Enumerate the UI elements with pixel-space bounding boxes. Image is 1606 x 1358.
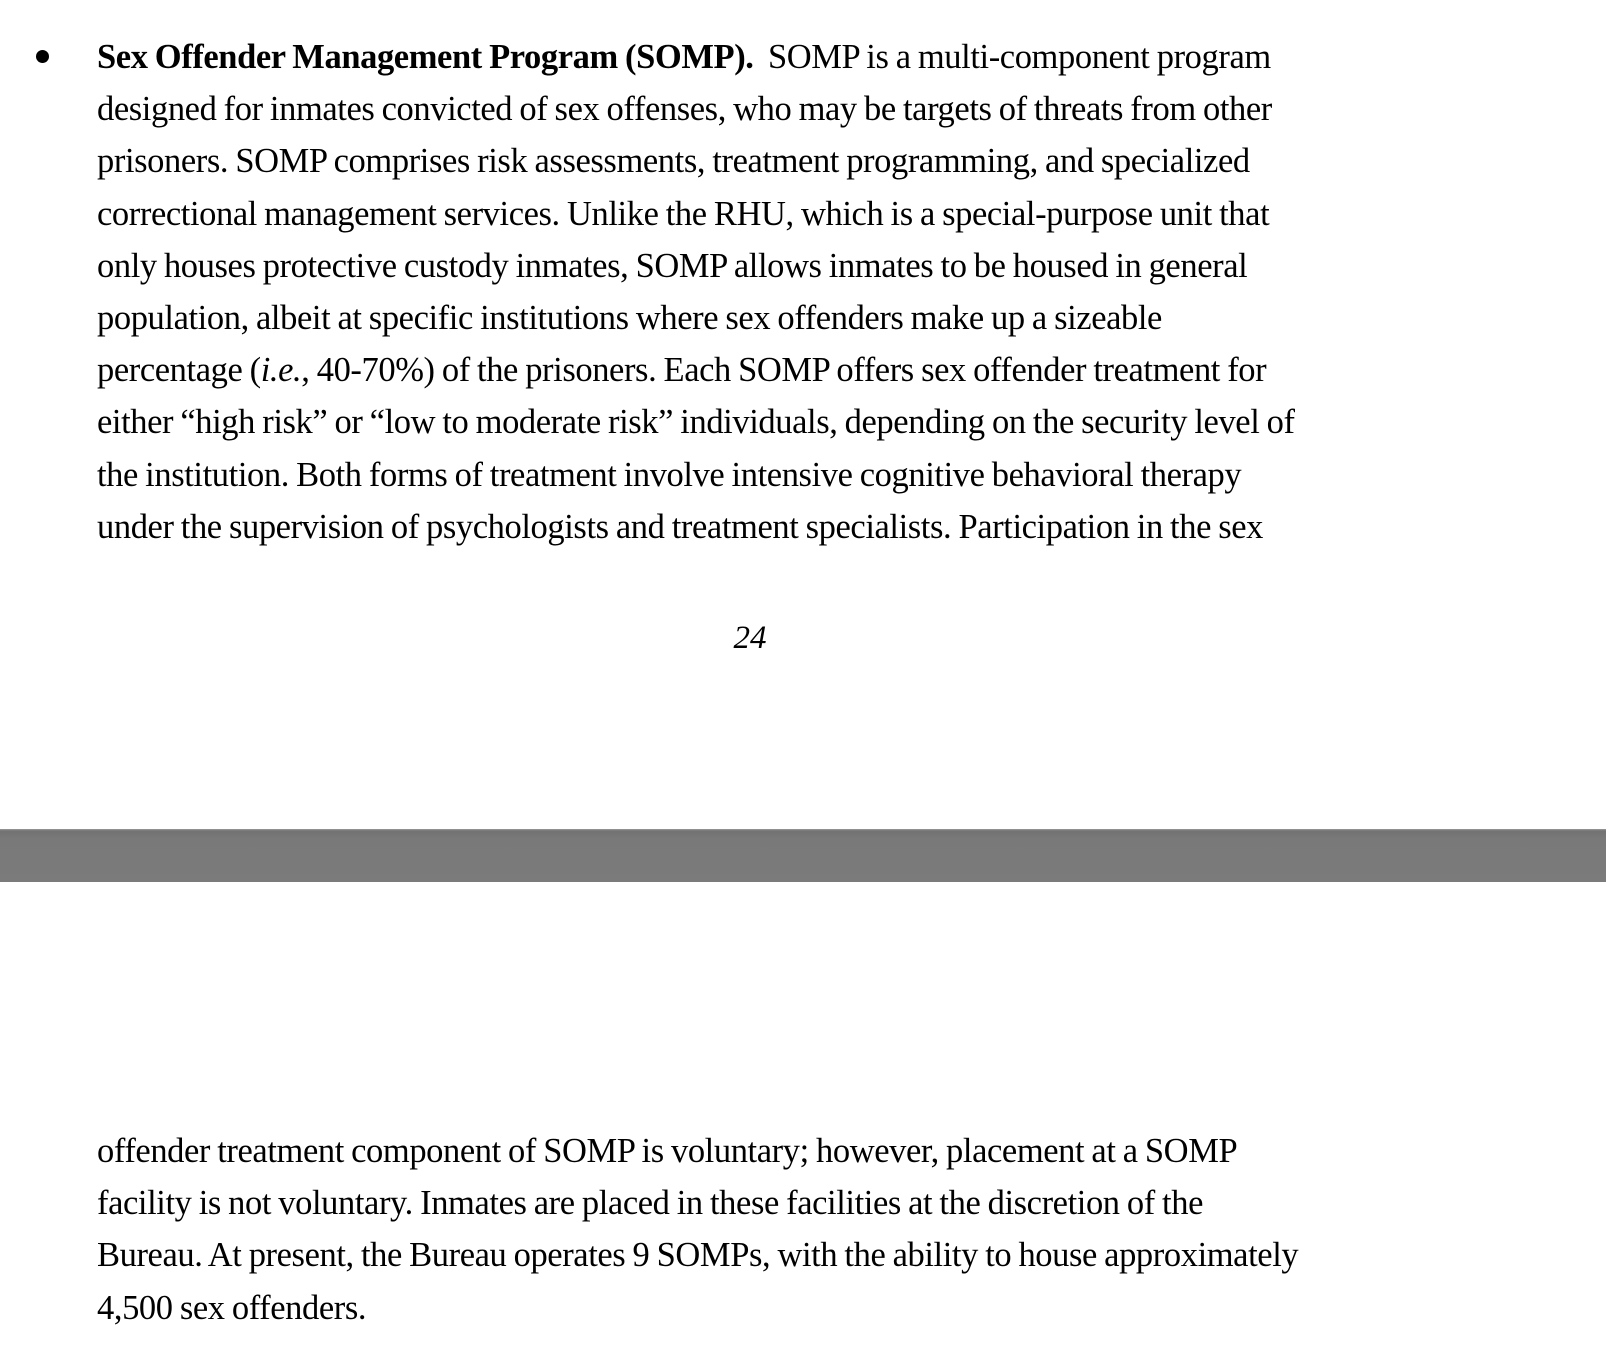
somp-bullet-paragraph [97, 31, 1597, 553]
paragraph-line [97, 344, 1597, 396]
paragraph-line: the institution. Both forms of treatment involve intensive cognitive behavioral therapy [97, 455, 1242, 494]
paragraph-line: offender treatment component of SOMP is voluntary; however, placement at a SOMP [97, 1132, 1238, 1170]
paragraph-line: either “high risk” or “low to moderate risk” individuals, depending on the security level of [97, 403, 1295, 442]
paragraph-line [97, 31, 1597, 83]
page-number: 24 [733, 620, 767, 656]
bullet-icon [36, 50, 49, 63]
paragraph-line: facility is not voluntary. Inmates are placed in these facilities at the discretion of the [97, 1184, 1203, 1223]
italic-abbreviation: i.e. [260, 351, 302, 390]
paragraph-line: 4,500 sex offenders. [97, 1288, 367, 1327]
line-text: percentage ( [97, 351, 261, 390]
paragraph-line: under the supervision of psychologists and treatment specialists. Participation in the sex [97, 507, 1264, 546]
paragraph-line: correctional management services. Unlike the RHU, which is a special-purpose unit that [97, 194, 1270, 233]
line-text: , 40-70%) of the prisoners. Each SOMP offers sex offender treatment for [301, 351, 1267, 390]
paragraph-line: prisoners. SOMP comprises risk assessments, treatment programming, and specialized [97, 142, 1250, 181]
bullet-heading: Sex Offender Management Program (SOMP). [97, 38, 754, 76]
paragraph-line: population, albeit at specific institutions where sex offenders make up a sizeable [97, 298, 1162, 337]
somp-continued-paragraph [97, 1125, 1597, 1334]
paragraph-line: designed for inmates convicted of sex offenses, who may be targets of threats from other [97, 90, 1272, 129]
paragraph-line: only houses protective custody inmates, SOMP allows inmates to be housed in general [97, 246, 1248, 285]
page-separator [0, 829, 1606, 882]
line-text: SOMP is a multi-component program [767, 38, 1271, 76]
paragraph-line: Bureau. At present, the Bureau operates 9 SOMPs, with the ability to house approximately [97, 1236, 1299, 1275]
